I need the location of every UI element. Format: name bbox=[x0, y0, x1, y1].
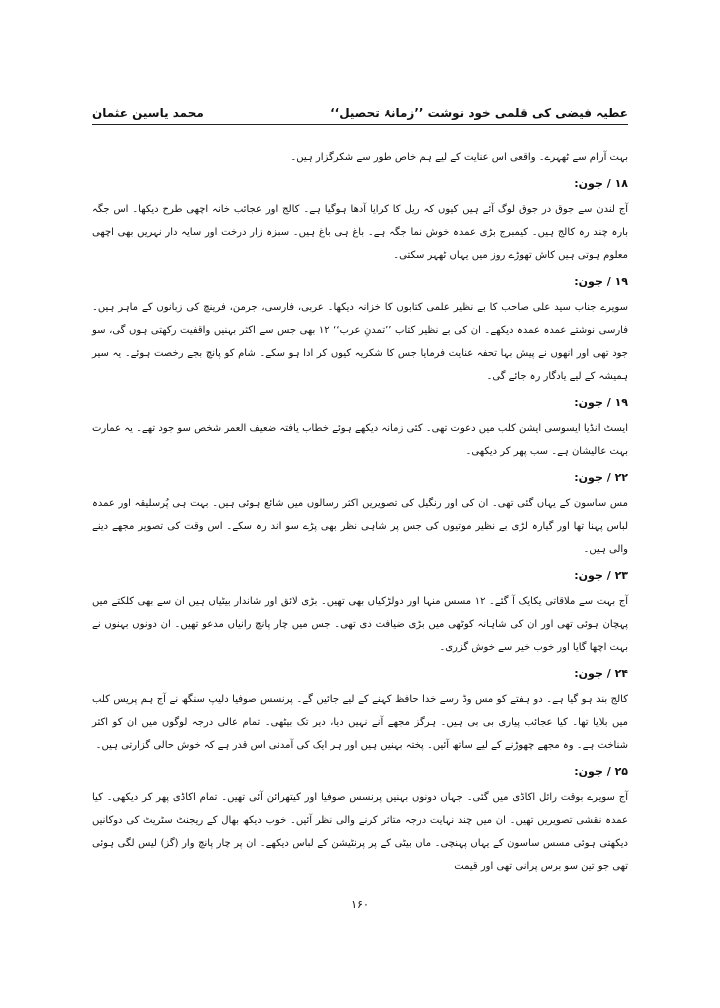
date-heading: ۱۹ / جون: bbox=[574, 275, 628, 288]
running-header bbox=[92, 102, 628, 125]
date-heading: ۱۸ / جون: bbox=[574, 177, 628, 190]
paragraph: مس ساسون کے یہاں گئی تھی۔ ان کی اور رنگیل کی تصویریں اکثر رسالوں میں شائع ہوئی ہیں۔ بہت ہی پُرسلیقہ اور عمدہ لباس پہنا تھا اور گیارہ لڑی بے نظیر موتیوں کی جس پر شاہی نظر بھی پڑے سو اند رہ سکے۔ اس وقت کی تصویر مجھے دینے والی ہیں۔ bbox=[92, 498, 628, 555]
page-number: ۱۶۰ bbox=[351, 898, 369, 911]
date-heading: ۱۹ / جون: bbox=[574, 396, 628, 409]
date-heading: ۲۲ / جون: bbox=[574, 471, 628, 484]
paragraph: سویرے جناب سید علی صاحب کا بے نظیر علمی کتابوں کا خزانہ دیکھا۔ عربی، فارسی، جرمن، فرینچ کی زبانوں کے ماہر ہیں۔ فارسی نوشتے عمدہ عمدہ دیکھے۔ ان کی بے نظیر کتاب ’’تمدنِ عرب‘‘ ۱۲ بھی جس سے اکثر بہنیں واقفیت رکھتی ہوں گی، سو جود تھی اور انھوں نے پیش بہا تحفہ عنایت فرمایا جس کا شکریہ کیوں کر ادا ہو سکے۔ شام کو پانچ بجے رخصت ہوئے۔ یہ سیر ہمیشہ کے لیے یادگار رہ جائے گی۔ bbox=[92, 302, 628, 382]
paragraph: کالج بند ہو گیا ہے۔ دو ہفتے کو مس وڈ رسے خدا حافظ کہنے کے لیے جائیں گے۔ پرنسس صوفیا دلیپ سنگھ نے آج ہم پریس کلب میں بلایا تھا۔ کیا عجائب پیاری بی بی ہیں۔ ہرگز مجھے آنے نہیں دیا، دیر تک بیٹھی۔ تمام عالی درجہ لوگوں میں ان کو اکثر شناخت ہے۔ وہ مجھے چھوڑنے کے لیے ساتھ آئیں۔ پختہ بہنیں ہیں اور ہر ایک کی آمدنی اس قدر ہے کہ خوش حالی گزارتی ہیں۔ bbox=[92, 694, 628, 751]
date-heading: ۲۴ / جون: bbox=[574, 667, 628, 680]
paragraph: آج سویرے بوقت رائل اکاڈی میں گئی۔ جہاں دونوں بہنیں پرنسس صوفیا اور کیتھرائن آئی تھیں۔ تمام اکاڈی پھر کر دیکھی۔ کیا عمدہ نقشی تصویریں تھیں۔ ان میں چند نہایت درجہ متاثر کرنے والی نظر آئیں۔ خوب دیکھ بھال کے ریجنٹ سٹریٹ کی دوکانیں دیکھتی ہوئی مسس ساسون کے یہاں پہنچی۔ ماں بیٹی کے پر پرنٹیشن کے لباس دیکھے۔ ان پر چار پانچ وار (گز) لیس لگی ہوئی تھی جو تین سو برس پرانی تھی اور قیمت bbox=[92, 792, 628, 872]
paragraph: آج بہت سے ملاقاتی یکایک آ گئے۔ ۱۲ مسس منہا اور دولڑکیاں بھی تھیں۔ بڑی لائق اور شاندار بیٹیاں ہیں ان سے بھی کلکتے میں پہچان ہوئی تھی اور ان کی شاہانہ کوٹھی میں بڑی ضیافت دی تھی۔ جس میں چار پانچ رانیاں مدعو تھیں۔ ان دونوں بہنوں نے بہت اچھا گایا اور خوب خیر سے خوش گزری۔ bbox=[92, 596, 628, 653]
date-heading: ۲۵ / جون: bbox=[574, 765, 628, 778]
paragraph: ایسٹ انڈیا ایسوسی ایشن کلب میں دعوت تھی۔ کئی زمانہ دیکھے ہوئے خطاب یافتہ ضعیف العمر شخص سو جود تھے۔ یہ عمارت بہت عالیشان ہے۔ سب پھر کر دیکھی۔ bbox=[92, 423, 628, 457]
paragraph: آج لندن سے جوق در جوق لوگ آئے ہیں کیوں کہ ریل کا کرایا آدھا ہوگیا ہے۔ کالج اور عجائب خانہ اچھی طرح دیکھا۔ اس جگہ بارہ چند رہ کالج ہیں۔ کیمبرج بڑی عمدہ خوش نما جگہ ہے۔ باغ ہی باغ ہیں۔ سبزہ زار درخت اور سایہ دار نہریں بھی اچھی معلوم ہوتی ہیں کاش تھوڑے روز میں یہاں ٹھہر سکتی۔ bbox=[92, 204, 628, 261]
header-title: عطیہ فیضی کی قلمی خود نوشت ’’زمانۂ تحصیل‘‘ bbox=[330, 106, 628, 120]
paragraph: بہت آرام سے ٹھہرے۔ واقعی اس عنایت کے لیے ہم خاص طور سے شکرگزار ہیں۔ bbox=[290, 152, 628, 163]
date-heading: ۲۳ / جون: bbox=[574, 569, 628, 582]
header-author: محمد یاسین عثمان bbox=[92, 106, 204, 120]
body-text bbox=[92, 146, 628, 886]
